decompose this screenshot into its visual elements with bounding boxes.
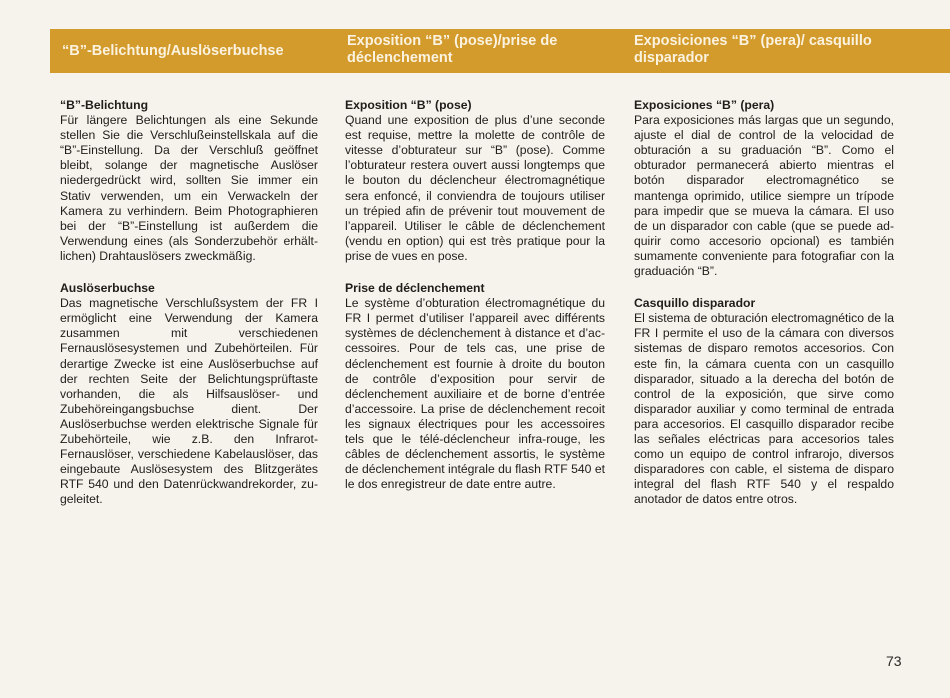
- page-number: 73: [886, 653, 902, 669]
- paragraph-b-exposure: Para exposiciones más largas que un segundo, ajuste el dial de control de la velocidad de obturación a su graduación “B”. Como el obturador permanecerá abierto mientras el botón disparador electromagnético se mantenga oprimido, utilice siempre un trípode para impedir que se mueva la cámara. El uso de un disparador con cable (que se puede adquirir como accesorio opcional) es también sumamente conveniente para fotografiar con la graduación “B”.: [634, 113, 894, 279]
- paragraph-b-exposure: Für längere Belichtungen als eine Sekunde stellen Sie die Verschlußeinstellskala auf die “B”-Einstellung. Da der Verschluß geöffnet bleibt, solange der magnetische Auslöser niedergedrückt wird, sollten Sie immer ein Stativ verwenden, um ein Verwackeln der Kamera zu verhindern. Beim Photographieren bei der “B”-Einstellung ist außerdem die Verwendung eines (als Sonderzubehör erhältlichen) Drahtauslösers zweckmäßig.: [60, 113, 318, 263]
- paragraph-release-socket: Das magnetische Verschlußsystem der FR I ermöglicht eine Verwendung der Kamera zusammen mit verschiedenen Fernauslösesystemen und Zubehörteilen. Für derartige Zwecke ist eine Auslöserbuchse auf der rechten Seite der Belichtungsprüftaste vorhanden, die als Hilfsauslöser- und Zubehöreingangsbuchse dient. Der Auslöserbuchse werden elektrische Signale für Zubehörteile, wie z.B. den Infrarot-Fernauslöser, verschiedene Kabelauslöser, das eingebaute Auslösesystem des Blitzgerätes RTF 540 und den Datenrückwandrekorder, zugeleitet.: [60, 296, 318, 507]
- paragraph-release-socket: El sistema de obturación electromagnético de la FR I permite el uso de la cámara con diversos sistemas de disparo remotos accesorios. Con este fin, la cámara cuenta con un casquillo disparador, situado a la derecha del botón de control de la exposición, que sirve como disparador auxiliar y como terminal de entrada para accesorios. El casquillo disparador recibe las señales eléctricas para accesorios tales como un equipo de control infrarojo, diversos disparadores con cable, el sistema de disparo integral del flash RTF 540 y el respaldo anotador de datos entre otros.: [634, 311, 894, 507]
- header-german: “B”-Belichtung/Auslöserbuchse: [62, 43, 284, 59]
- section-title-b-exposure: Exposition “B” (pose): [345, 98, 472, 112]
- section-title-b-exposure: “B”-Belichtung: [60, 98, 149, 112]
- paragraph-b-exposure: Quand une exposition de plus d’une seconde est requise, mettre la molette de contrôle de vitesse d’obturateur sur “B” (pose). Comme l’obturateur restera ouvert aussi longtemps que le bouton du déclencheur électromagnétique sera enfoncé, il conviendra de toujours utiliser un trépied afin de prévenir tout mouvement de l’appareil. Utiliser le câble de déclenchement (vendu en option) qui est très pratique pour la prise de vues en pose.: [345, 113, 605, 263]
- column-spanish: [634, 98, 894, 507]
- column-french: [345, 98, 605, 492]
- column-german: [60, 98, 318, 507]
- header-spanish: Exposiciones “B” (pera)/ casquillo disparador: [634, 33, 872, 66]
- paragraph-release-socket: Le système d’obturation électromagnétique du FR I permet d’utiliser l’appareil avec différents systèmes de déclenchement à distance et d’accessoires. Pour de tels cas, une prise de déclenchement est fournie à droite du bouton de contrôle d’exposition pour servir de déclenchement auxiliaire et de borne d’entrée d’accessoire. La prise de déclenchement recoit les signaux électriques pour les accessoires tels que le télé-déclencheur infra-rouge, les câbles de déclenchement assortis, le système de déclenchement intégrale du flash RTF 540 et le dos enregistreur de date entre autre.: [345, 296, 605, 492]
- section-title-release-socket: Casquillo disparador: [634, 296, 756, 311]
- section-title-release-socket: Auslöserbuchse: [60, 281, 155, 296]
- section-title-release-socket: Prise de déclenchement: [345, 281, 485, 296]
- header-french: Exposition “B” (pose)/prise de déclenchement: [347, 33, 558, 66]
- section-title-b-exposure: Exposiciones “B” (pera): [634, 98, 775, 112]
